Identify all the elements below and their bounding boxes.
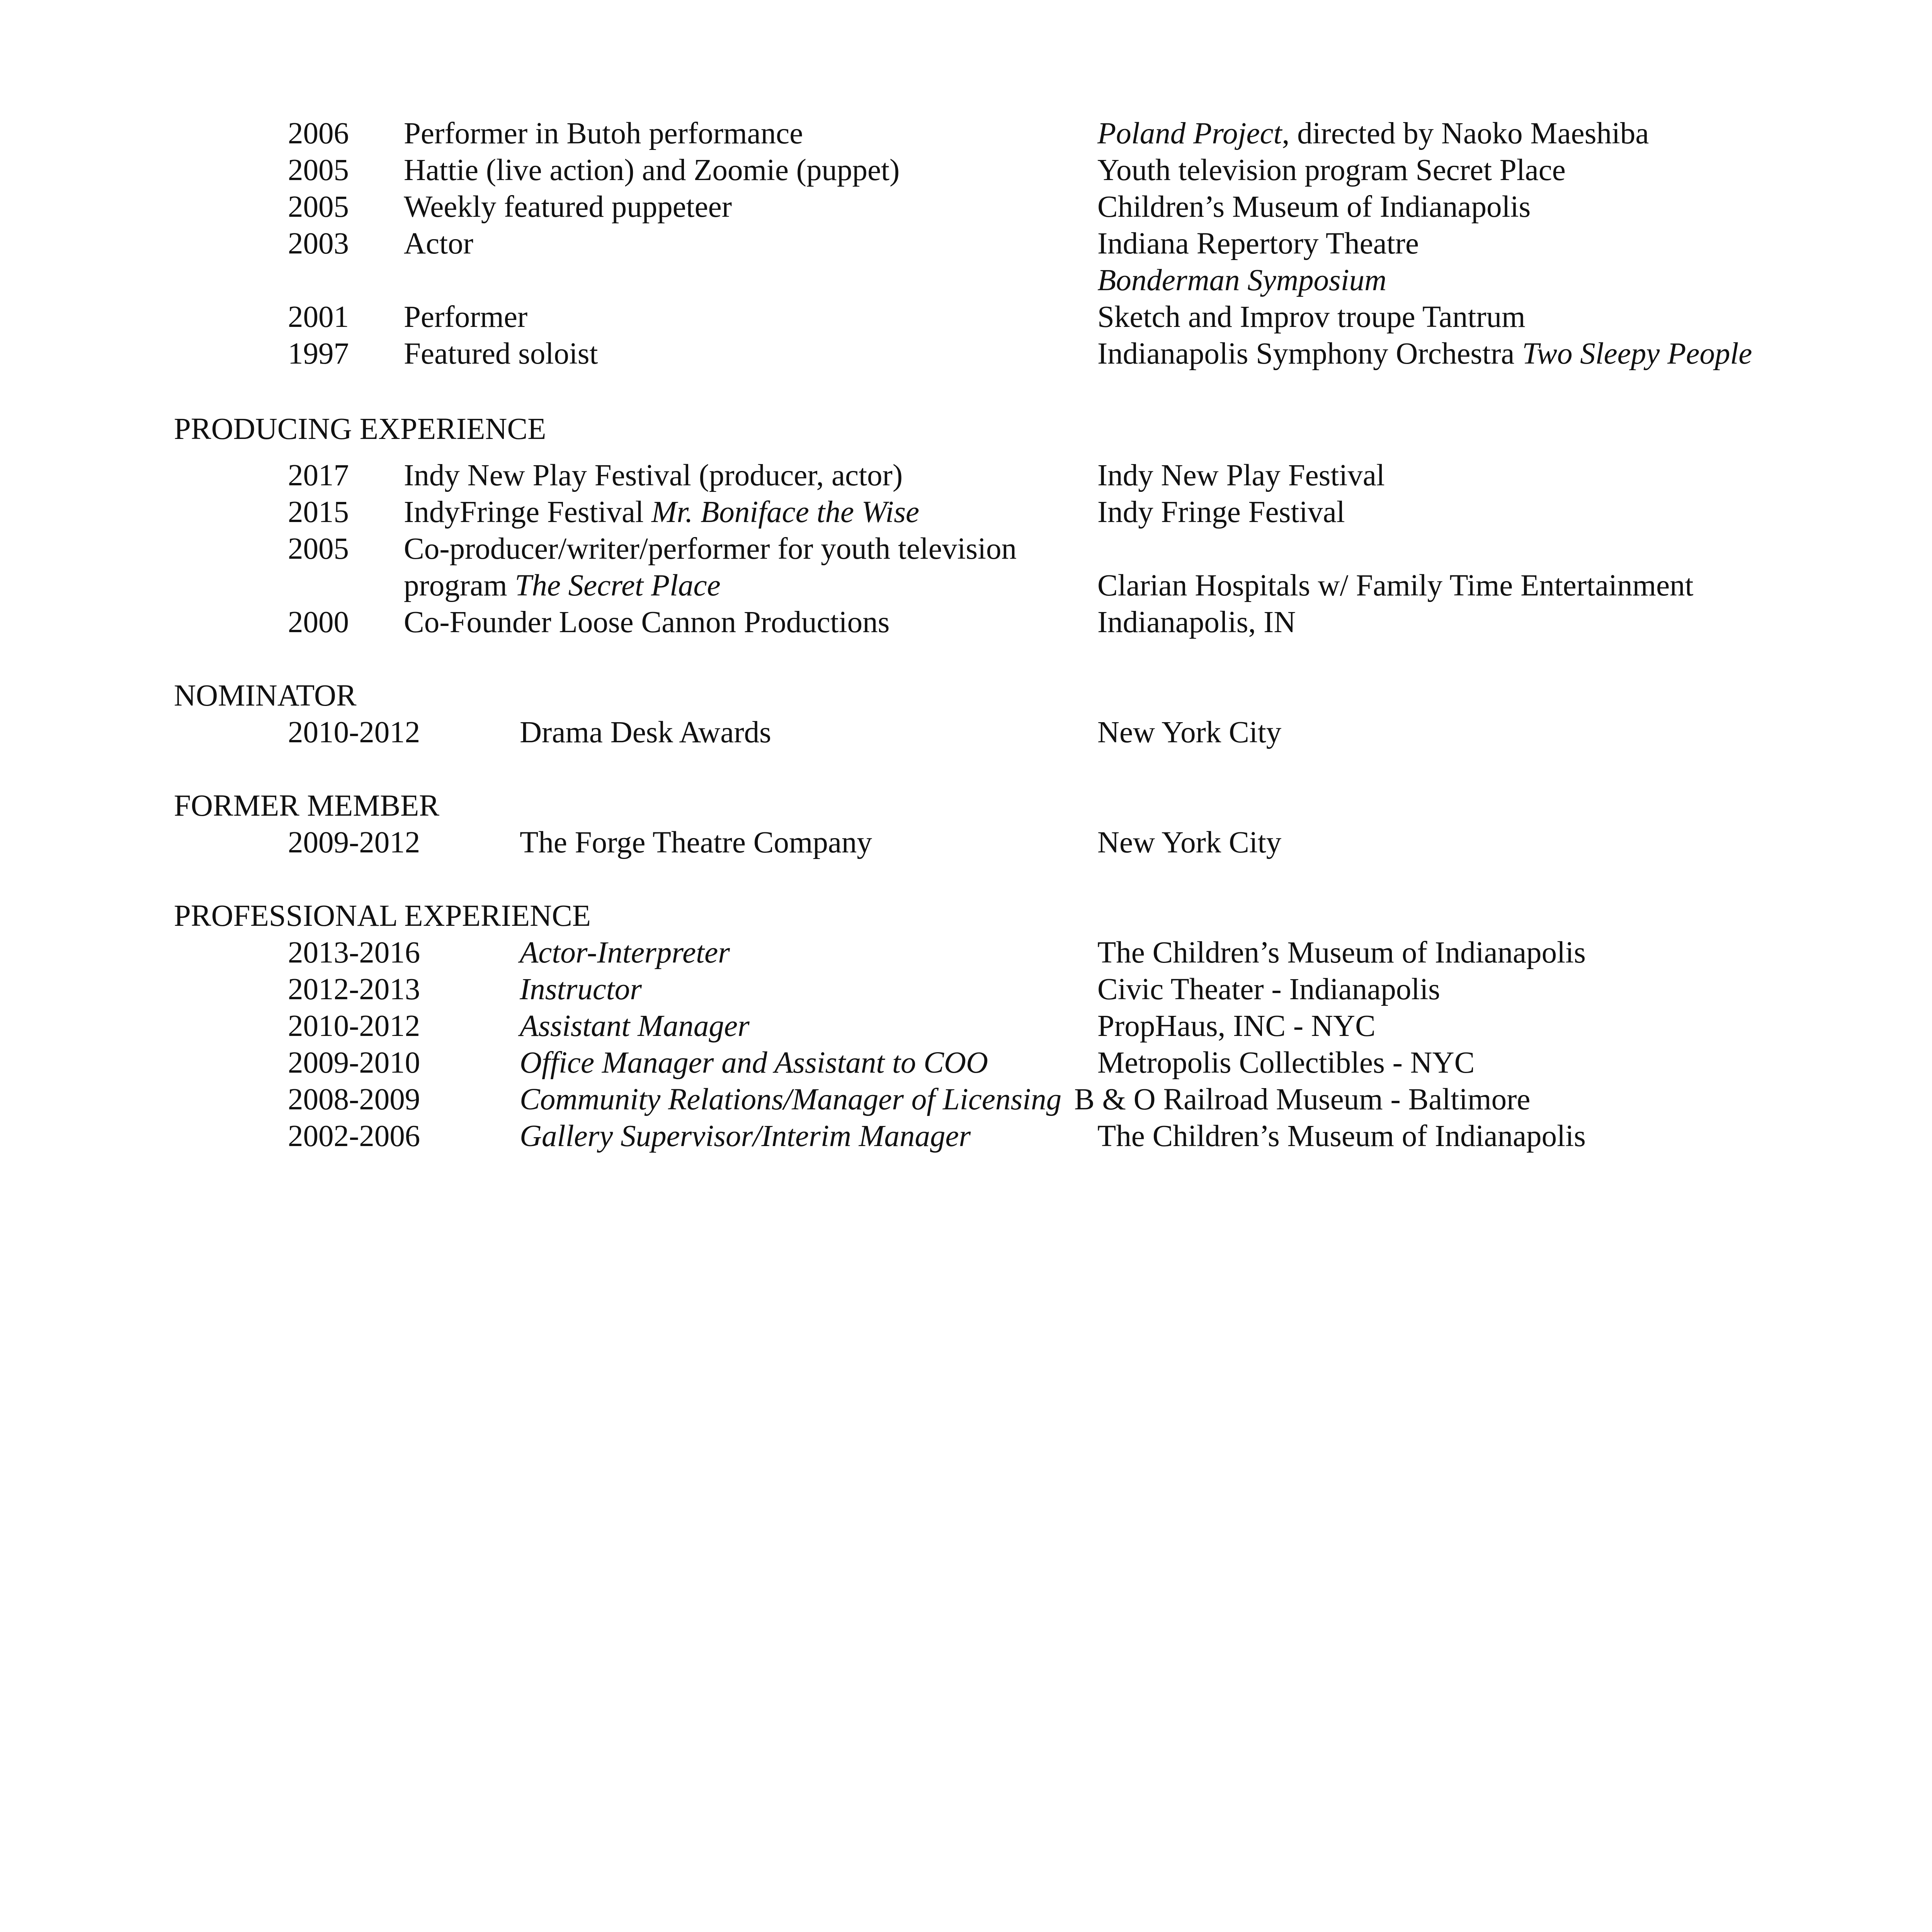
entry-role-detail: IndyFringe Festival (404, 495, 651, 529)
entry-role (404, 495, 919, 530)
professional-entry (0, 972, 1932, 1007)
entry-role: Actor-Interpreter (520, 936, 730, 969)
entry-year: 1997 (288, 337, 349, 371)
entry-place: Indianapolis, IN (1097, 605, 1296, 639)
entry-place: Metropolis Collectibles - NYC (1097, 1046, 1475, 1080)
professional-entry (0, 1009, 1932, 1044)
entry-place: Youth television program Secret Place (1097, 153, 1566, 187)
entry-year: 2009-2010 (288, 1046, 420, 1080)
entry-place: New York City (1097, 716, 1282, 749)
professional-entry (0, 935, 1932, 971)
entry-role-detail: program (404, 569, 515, 602)
section-heading-producing: PRODUCING EXPERIENCE (174, 412, 546, 446)
entry-year: 2003 (288, 227, 349, 260)
performing-entry (0, 226, 1932, 262)
entry-role: Co-Founder Loose Cannon Productions (404, 605, 890, 639)
performing-entry (0, 336, 1932, 372)
entry-year: 2010-2012 (288, 1009, 420, 1043)
professional-entry (0, 1119, 1932, 1154)
entry-role: Performer (404, 300, 528, 334)
entry-year: 2006 (288, 117, 349, 150)
entry-role-title: The Secret Place (515, 569, 721, 602)
performing-entry (0, 153, 1932, 188)
entry-role: Community Relations/Manager of Licensing (520, 1083, 1062, 1116)
entry-year: 2005 (288, 532, 349, 566)
entry-year: 2002-2006 (288, 1119, 420, 1153)
entry-role: Weekly featured puppeteer (404, 190, 732, 224)
performing-entry-continuation (0, 263, 1932, 298)
entry-place-detail: , directed by Naoko Maeshiba (1282, 117, 1649, 150)
entry-role: Instructor (520, 973, 642, 1006)
professional-entry (0, 1082, 1932, 1117)
professional-entry (0, 1045, 1932, 1081)
entry-place (1097, 116, 1649, 151)
entry-year: 2012-2013 (288, 973, 420, 1006)
producing-entry (0, 458, 1932, 493)
entry-place: Sketch and Improv troupe Tantrum (1097, 300, 1526, 334)
performing-entry (0, 299, 1932, 335)
entry-role: Featured soloist (404, 337, 598, 371)
entry-role: Actor (404, 227, 473, 260)
entry-year: 2005 (288, 153, 349, 187)
entry-place-detail: Indianapolis Symphony Orchestra (1097, 337, 1522, 371)
entry-year: 2008-2009 (288, 1083, 420, 1116)
entry-role: Performer in Butoh performance (404, 117, 803, 150)
entry-place: New York City (1097, 826, 1282, 859)
performing-entry (0, 116, 1932, 151)
entry-role: Indy New Play Festival (producer, actor) (404, 459, 903, 492)
entry-role: Hattie (live action) and Zoomie (puppet) (404, 153, 900, 187)
entry-place: Civic Theater - Indianapolis (1097, 973, 1440, 1006)
entry-year: 2000 (288, 605, 349, 639)
entry-place: PropHaus, INC - NYC (1097, 1009, 1376, 1043)
entry-place (1097, 336, 1752, 372)
entry-place-title: Bonderman Symposium (1097, 264, 1387, 297)
entry-year: 2009-2012 (288, 826, 420, 859)
entry-year: 2015 (288, 495, 349, 529)
entry-place: Indy New Play Festival (1097, 459, 1385, 492)
section-heading-former-member: FORMER MEMBER (174, 789, 440, 823)
entry-role: The Forge Theatre Company (520, 826, 872, 859)
entry-role: Gallery Supervisor/Interim Manager (520, 1119, 971, 1153)
producing-entry-continuation (0, 568, 1932, 604)
entry-place: Indy Fringe Festival (1097, 495, 1345, 529)
entry-place: Clarian Hospitals w/ Family Time Entertainment (1097, 569, 1694, 602)
entry-place: Children’s Museum of Indianapolis (1097, 190, 1531, 224)
section-heading-professional: PROFESSIONAL EXPERIENCE (174, 899, 591, 933)
entry-year: 2005 (288, 190, 349, 224)
producing-entry (0, 495, 1932, 530)
entry-role-title: Mr. Boniface the Wise (651, 495, 920, 529)
section-heading-nominator: NOMINATOR (174, 679, 357, 713)
producing-entry (0, 531, 1932, 567)
entry-place-title: Two Sleepy People (1522, 337, 1752, 371)
former-member-entry (0, 825, 1932, 861)
entry-role: Office Manager and Assistant to COO (520, 1046, 988, 1080)
entry-place: Indiana Repertory Theatre (1097, 227, 1419, 260)
entry-year: 2010-2012 (288, 716, 420, 749)
entry-role: Drama Desk Awards (520, 716, 771, 749)
entry-year: 2013-2016 (288, 936, 420, 969)
nominator-entry (0, 715, 1932, 750)
producing-entry (0, 605, 1932, 640)
entry-place: The Children’s Museum of Indianapolis (1097, 936, 1586, 969)
entry-place: B & O Railroad Museum - Baltimore (1074, 1083, 1531, 1116)
entry-role: Assistant Manager (520, 1009, 750, 1043)
entry-role (404, 568, 721, 604)
performing-entry (0, 189, 1932, 225)
entry-place-title: Poland Project (1097, 117, 1282, 150)
entry-place: The Children’s Museum of Indianapolis (1097, 1119, 1586, 1153)
entry-year: 2017 (288, 459, 349, 492)
entry-role: Co-producer/writer/performer for youth television (404, 532, 1017, 566)
entry-year: 2001 (288, 300, 349, 334)
